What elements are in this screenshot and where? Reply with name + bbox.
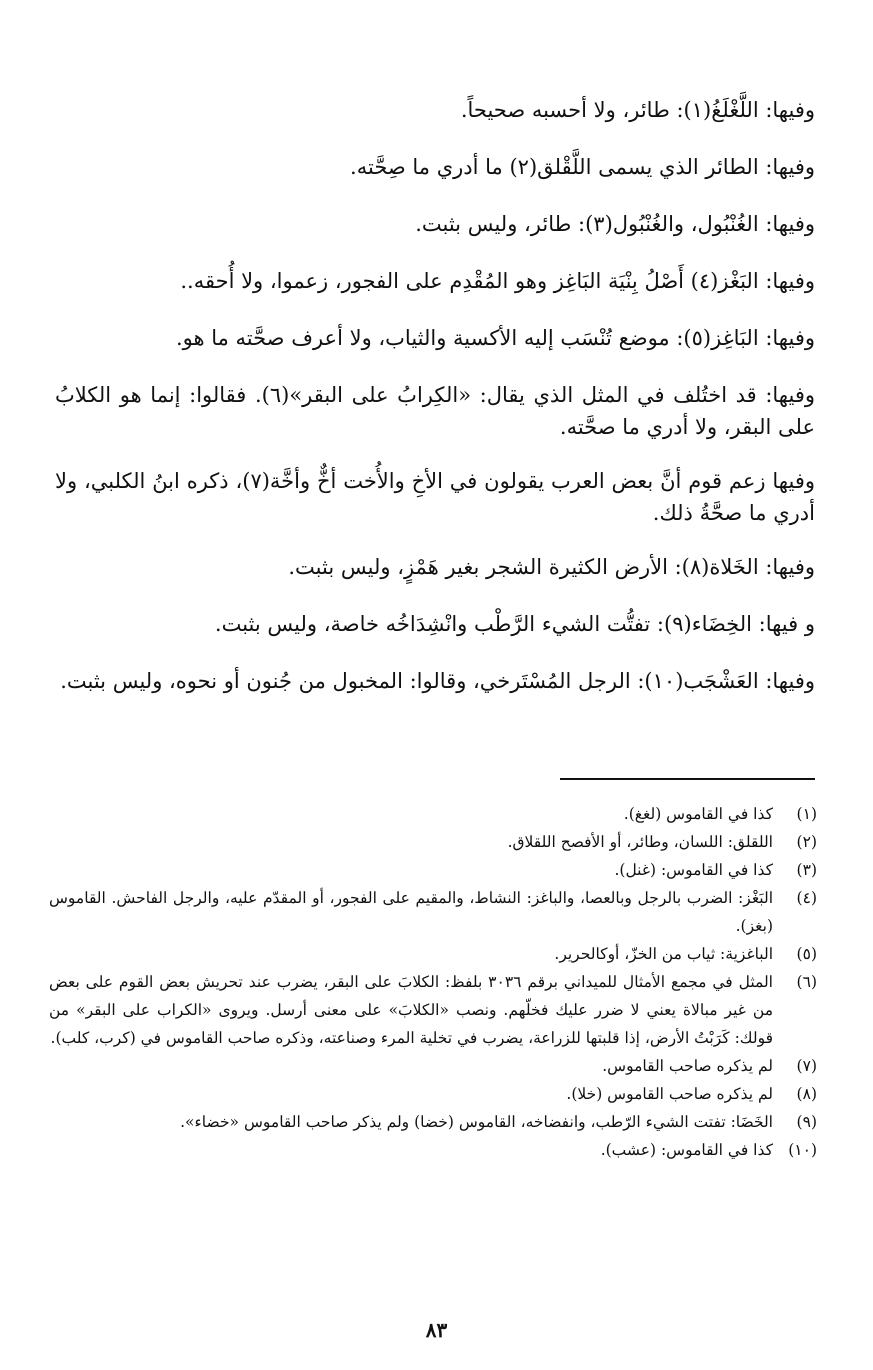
paragraph-7: وفيها زعم قوم أنَّ بعض العرب يقولون في الأخِ والأُخت أخٌّ وأخَّة(٧)، ذكره ابنُ الكلبي، ولا أدري ما صحَّةُ ذلك. [55, 469, 815, 525]
footnote-item [49, 800, 817, 828]
footnote-divider [560, 778, 815, 780]
paragraph-10: وفيها: العَشْجَب(١٠): الرجل المُسْتَرخي، وقالوا: المخبول من جُنون أو نحوه، وليس بثبت. [60, 669, 815, 693]
footnote-number: (٣) [796, 861, 817, 879]
paragraph-3: وفيها: الغُنْبُول، والغُنْبُول(٣): طائر، وليس بثبت. [415, 212, 815, 236]
footnote-number: (١) [796, 805, 817, 823]
footnote-text: كذا في القاموس: (عشب). [600, 1141, 773, 1159]
footnote-item [49, 856, 817, 884]
footnote-number: (٢) [796, 833, 817, 851]
footnote-number: (٤) [796, 889, 817, 907]
footnote-item [49, 884, 817, 940]
page-number: ٨٣ [425, 1318, 448, 1342]
footnote-item [49, 1080, 817, 1108]
footnotes [49, 800, 817, 1164]
paragraph-5: وفيها: البَاغِز(٥): موضع تُنْسَب إليه الأكسية والثياب، ولا أعرف صحَّته ما هو. [175, 326, 815, 350]
paragraph-8: وفيها: الخَلاة(٨): الأرض الكثيرة الشجر بغير هَمْزٍ، وليس بثبت. [288, 555, 815, 579]
paragraph-4: وفيها: البَغْز(٤) أَصْلُ بِنْيَة البَاغِز وهو المُقْدِم على الفجور، زعموا، ولا أُحقه.. [180, 269, 815, 293]
footnote-number: (٦) [796, 973, 817, 991]
footnote-text: المثل في مجمع الأمثال للميداني برقم ٣٠٣٦ بلفظ: الكلابَ على البقر، يضرب عند تحريش بعض القوم على بعض من غير مبالاة يعني لا ضرر عليك فخلّهم. ونصب «الكلابَ» على معنى أرسل. ويروى «الكراب على البقر» من قولك: كَرَبْتُ الأرض، إذا قلبتها للزراعة، يضرب في تخلية المرء وصناعته، وذكره صاحب القاموس في (كرب، كلب). [49, 973, 773, 1047]
paragraph-2: وفيها: الطائر الذي يسمى اللَّقْلق(٢) ما أدري ما صِحَّته. [350, 155, 815, 179]
footnote-text: الباغزية: ثياب من الخزّ، أوكالحرير. [554, 945, 773, 963]
footnote-number: (٧) [796, 1057, 817, 1075]
footnote-item [49, 1136, 817, 1164]
footnote-text: كذا في القاموس: (غنل). [614, 861, 773, 879]
paragraph-6: وفيها: قد اختُلف في المثل الذي يقال: «الكِرابُ على البقر»(٦). فقالوا: إنما هو الكلابُ على البقر، ولا أدري ما صحَّته. [55, 383, 815, 439]
footnote-item [49, 968, 817, 1052]
footnote-text: الخَضَا: تفتت الشيء الرّطب، وانفضاخه، القاموس (خضا) ولم يذكر صاحب القاموس «خضاء». [180, 1113, 773, 1131]
footnote-item [49, 828, 817, 856]
footnote-item [49, 1108, 817, 1136]
paragraph-9: و فيها: الخِضَاء(٩): تفتُّت الشيء الرَّطْب وانْشِدَاخُه خاصة، وليس بثبت. [214, 612, 815, 636]
footnote-item [49, 940, 817, 968]
paragraph-1: وفيها: اللَّغْلَغُ(١): طائر، ولا أحسبه صحيحاً. [460, 98, 815, 122]
footnote-text: لم يذكره صاحب القاموس (خلا). [566, 1085, 773, 1103]
footnote-text: البَغْز: الضرب بالرجل وبالعصا، والباغز: النشاط، والمقيم على الفجور، أو المقدّم عليه، والرجل الفاحش. القاموس (بغز). [49, 889, 773, 935]
footnote-number: (١٠) [788, 1141, 817, 1159]
footnote-number: (٩) [796, 1113, 817, 1131]
main-text [55, 94, 815, 722]
footnote-text: لم يذكره صاحب القاموس. [602, 1057, 773, 1075]
footnote-text: كذا في القاموس (لغغ). [623, 805, 773, 823]
footnote-item [49, 1052, 817, 1080]
footnote-text: اللقلق: اللسان، وطائر، أو الأفصح اللقلاق. [507, 833, 773, 851]
footnote-number: (٥) [796, 945, 817, 963]
footnote-number: (٨) [796, 1085, 817, 1103]
